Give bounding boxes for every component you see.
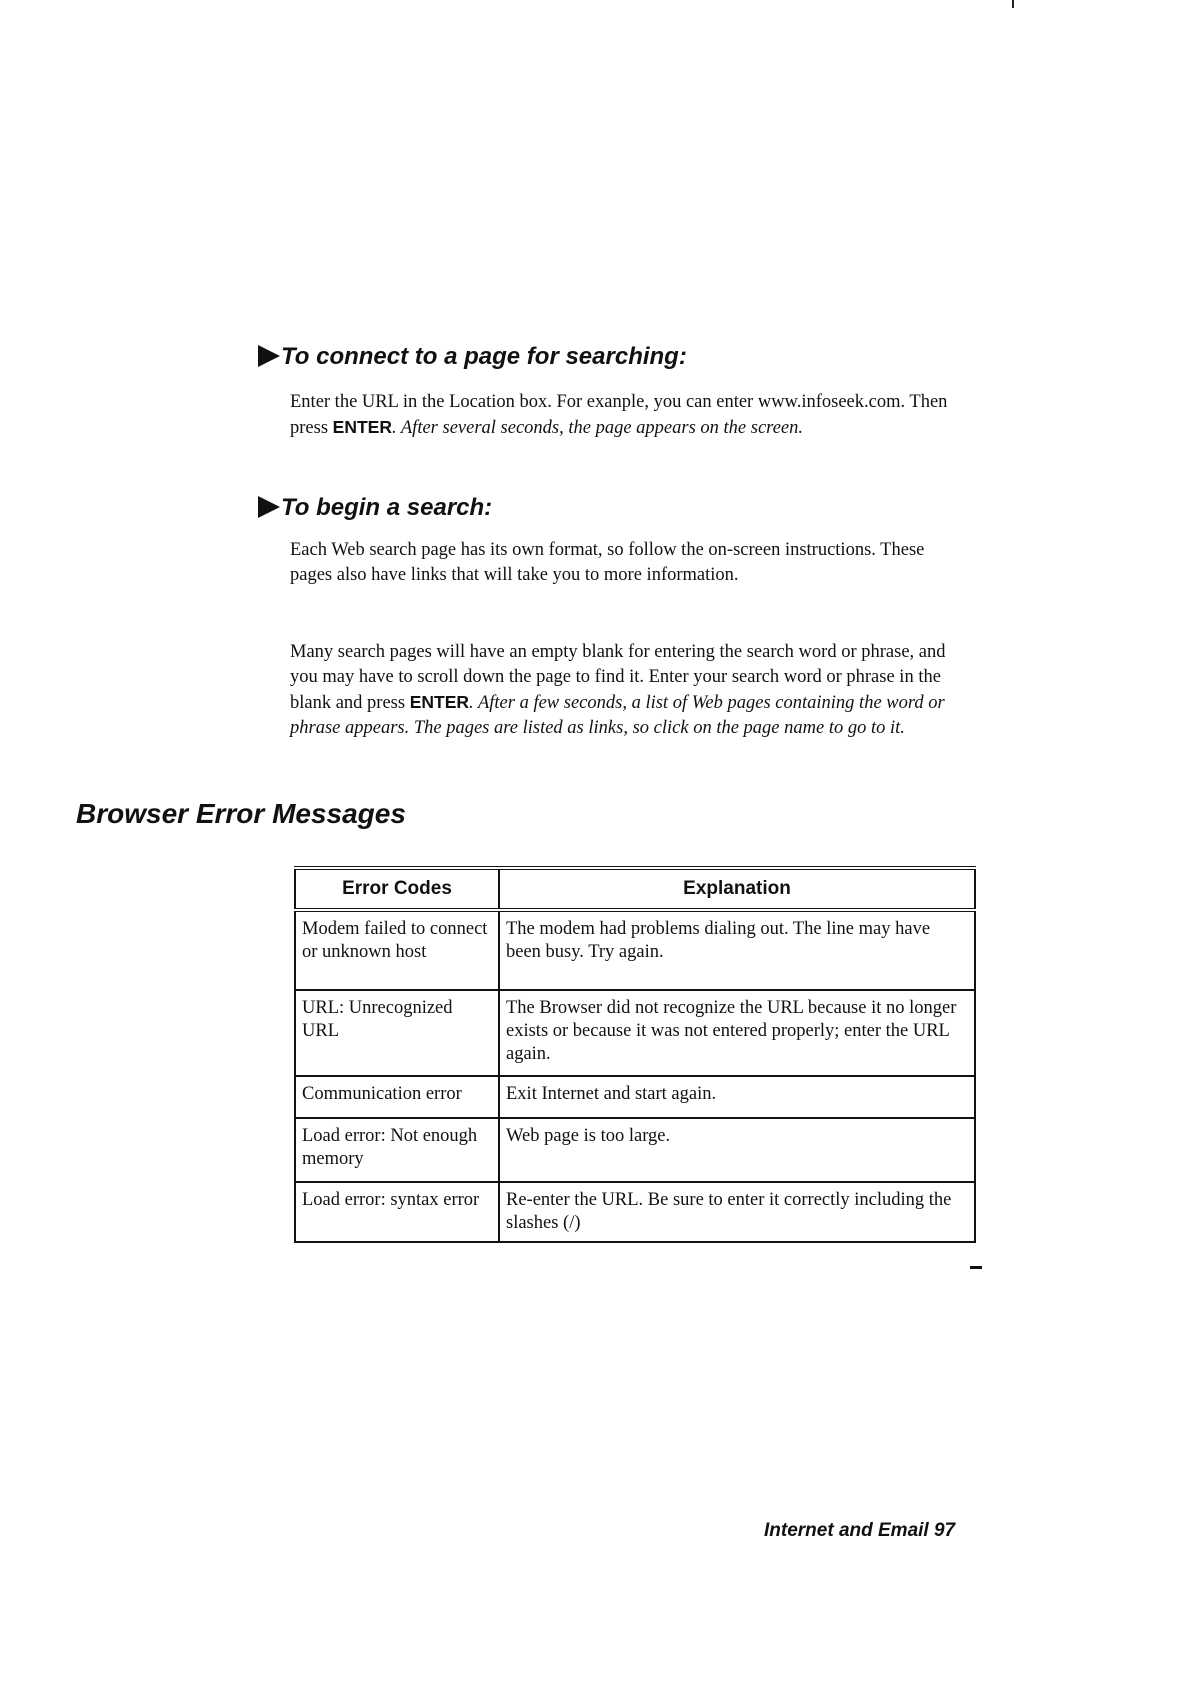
heading-begin-search: [258, 494, 492, 522]
section-title-browser-errors: Browser Error Messages: [76, 798, 406, 829]
table-row: [295, 990, 975, 1076]
heading-begin-search-text: To begin a search:: [281, 494, 493, 521]
error-code-cell: Communication error: [295, 1076, 499, 1118]
column-header-error-codes: Error Codes: [295, 868, 499, 910]
explanation-cell: Re-enter the URL. Be sure to enter it correctly including the slashes (/): [499, 1182, 975, 1242]
explanation-cell: The modem had problems dialing out. The line may have been busy. Try again.: [499, 910, 975, 990]
enter-key-label: ENTER: [409, 692, 470, 712]
paragraph-search-steps: [290, 640, 970, 741]
enter-key-label: ENTER: [332, 417, 392, 437]
table-row: [295, 1118, 975, 1182]
paragraph-search-format-text: Each Web search page has its own format, so follow the on-screen instructions. These pages also have links that will take you to more information.: [290, 540, 925, 585]
table-row: [295, 910, 975, 990]
paragraph-connect-plain: Enter the URL in the Location box. For exanple, you can enter www.infoseek.com. Then press: [290, 392, 948, 438]
column-header-explanation: Explanation: [499, 868, 975, 910]
scan-edge-mark: [1012, 0, 1014, 8]
table-row: [295, 1182, 975, 1242]
triangle-bullet-icon: [258, 496, 280, 518]
explanation-cell: The Browser did not recognize the URL because it no longer exists or because it was not entered properly; enter the URL again.: [499, 990, 975, 1076]
triangle-bullet-icon: [258, 345, 280, 367]
error-messages-table: [294, 866, 976, 1243]
heading-connect-page: [258, 343, 687, 371]
table-header-row: [295, 868, 975, 910]
paragraph-search-steps-result: . After a few seconds, a list of Web pages containing the word or phrase appears. The pages are listed as links, so click on the page name to go to it.: [290, 693, 945, 738]
heading-connect-text: To connect to a page for searching:: [281, 343, 687, 370]
error-code-cell: URL: Unrecognized URL: [295, 990, 499, 1076]
explanation-cell: Web page is too large.: [499, 1118, 975, 1182]
paragraph-connect-result: . After several seconds, the page appears on the screen.: [391, 418, 803, 438]
page-footer: Internet and Email 97: [764, 1520, 956, 1541]
error-code-cell: Load error: syntax error: [295, 1182, 499, 1242]
table-row: [295, 1076, 975, 1118]
error-code-cell: Load error: Not enough memory: [295, 1118, 499, 1182]
paragraph-search-format: [290, 538, 970, 588]
explanation-cell: Exit Internet and start again.: [499, 1076, 975, 1118]
table-corner-mark: [970, 1266, 982, 1269]
error-code-cell: Modem failed to connect or unknown host: [295, 910, 499, 990]
paragraph-search-steps-plain: Many search pages will have an empty blank for entering the search word or phrase, and you may have to scroll down the page to find it. Enter your search word or phrase in the blank and press: [290, 642, 946, 713]
paragraph-connect-instructions: [290, 390, 970, 441]
